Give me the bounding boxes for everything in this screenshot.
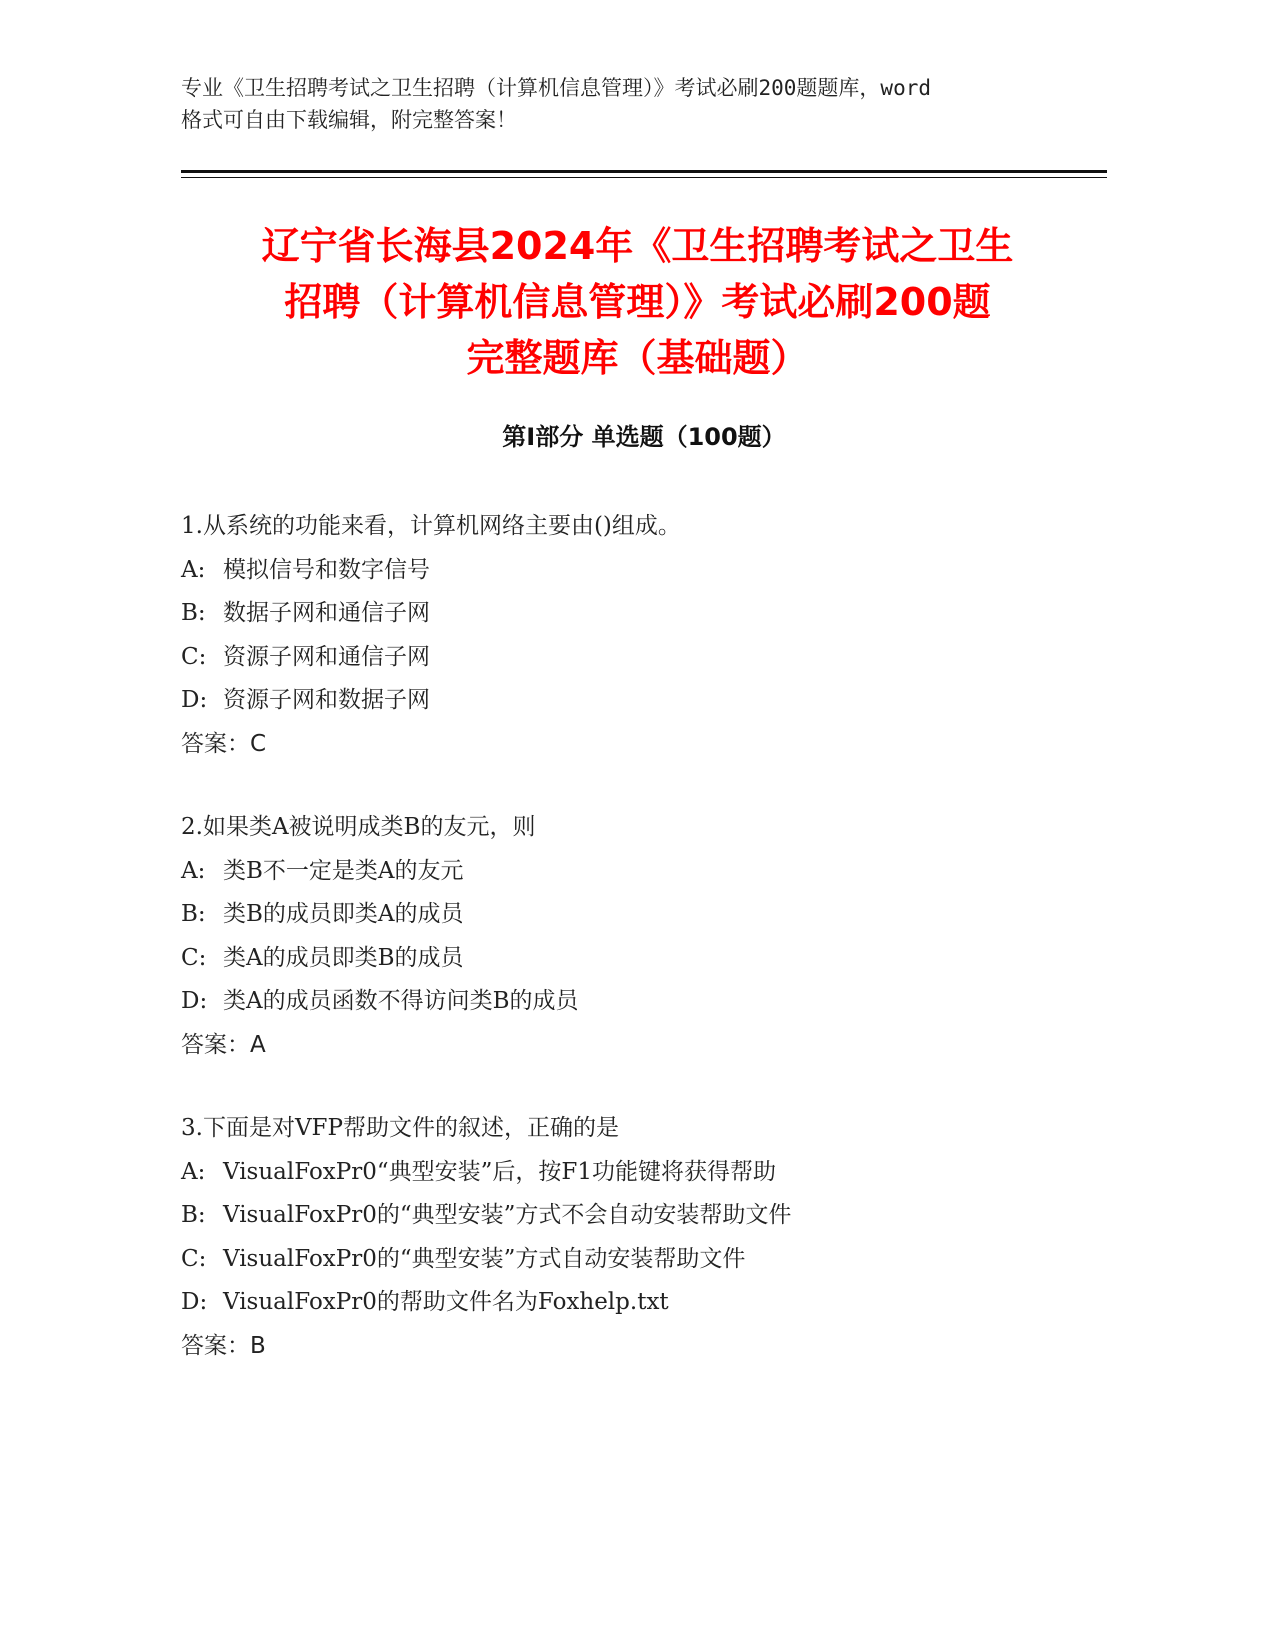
header-note [181, 72, 1071, 136]
option-c [181, 937, 1107, 981]
option-d [181, 679, 1107, 723]
option-text: VisualFoxPr0的帮助文件名为Foxhelp.txt [223, 1289, 669, 1315]
option-text: 类A的成员即类B的成员 [223, 944, 464, 971]
option-b [181, 592, 1107, 636]
option-letter: C: [181, 1245, 207, 1272]
question-item [181, 1107, 1107, 1368]
question-item [181, 505, 1107, 766]
option-b [181, 1194, 1107, 1238]
option-a [181, 549, 1107, 593]
option-letter: C: [181, 643, 207, 670]
option-text: 资源子网和数据子网 [223, 687, 430, 713]
document-title-line-3: 完整题库（基础题） [466, 336, 809, 380]
option-text: VisualFoxPr0的“典型安装”方式自动安装帮助文件 [223, 1245, 746, 1272]
option-text: 模拟信号和数字信号 [223, 556, 430, 583]
header-note-line-2: 格式可自由下载编辑，附完整答案！ [181, 108, 517, 132]
option-d [181, 1281, 1107, 1325]
section-title: 第Ⅰ部分 单选题（100题） [502, 423, 786, 451]
option-letter: C: [181, 944, 207, 971]
option-letter: B: [181, 1202, 206, 1228]
question-stem: 2.如果类A被说明成类B的友元，则 [181, 814, 536, 840]
option-letter: D: [181, 988, 208, 1014]
answer-line: 答案：C [181, 730, 267, 757]
header-rule-thin [181, 177, 1107, 178]
option-text: VisualFoxPr0的“典型安装”方式不会自动安装帮助文件 [223, 1202, 792, 1228]
option-letter: A: [181, 1158, 206, 1185]
answer-line: 答案：A [181, 1031, 266, 1058]
document-title [150, 218, 1125, 386]
option-text: 类B不一定是类A的友元 [223, 857, 464, 884]
option-letter: A: [181, 556, 206, 583]
option-d [181, 980, 1107, 1024]
option-a [181, 850, 1107, 894]
question-stem: 1.从系统的功能来看，计算机网络主要由()组成。 [181, 513, 681, 539]
option-letter: D: [181, 1289, 208, 1315]
option-b [181, 893, 1107, 937]
question-list [181, 505, 1107, 1408]
option-letter: B: [181, 901, 206, 927]
document-title-line-2: 招聘（计算机信息管理）》考试必刷200题 [284, 280, 991, 324]
header-note-line-1: 专业《卫生招聘考试之卫生招聘（计算机信息管理）》考试必刷200题题库，word [181, 76, 931, 100]
option-letter: D: [181, 687, 208, 713]
option-text: VisualFoxPr0“典型安装”后，按F1功能键将获得帮助 [223, 1158, 776, 1185]
answer-line: 答案：B [181, 1332, 266, 1359]
document-title-line-1: 辽宁省长海县2024年《卫生招聘考试之卫生 [261, 224, 1014, 268]
question-item [181, 806, 1107, 1067]
option-letter: A: [181, 857, 206, 884]
option-text: 类B的成员即类A的成员 [223, 901, 464, 927]
question-stem: 3.下面是对VFP帮助文件的叙述，正确的是 [181, 1115, 619, 1141]
option-c [181, 636, 1107, 680]
option-text: 资源子网和通信子网 [223, 643, 430, 670]
option-c [181, 1238, 1107, 1282]
option-text: 数据子网和通信子网 [223, 600, 430, 626]
option-a [181, 1151, 1107, 1195]
header-rule-thick [181, 170, 1107, 173]
option-text: 类A的成员函数不得访问类B的成员 [223, 988, 579, 1014]
option-letter: B: [181, 600, 206, 626]
